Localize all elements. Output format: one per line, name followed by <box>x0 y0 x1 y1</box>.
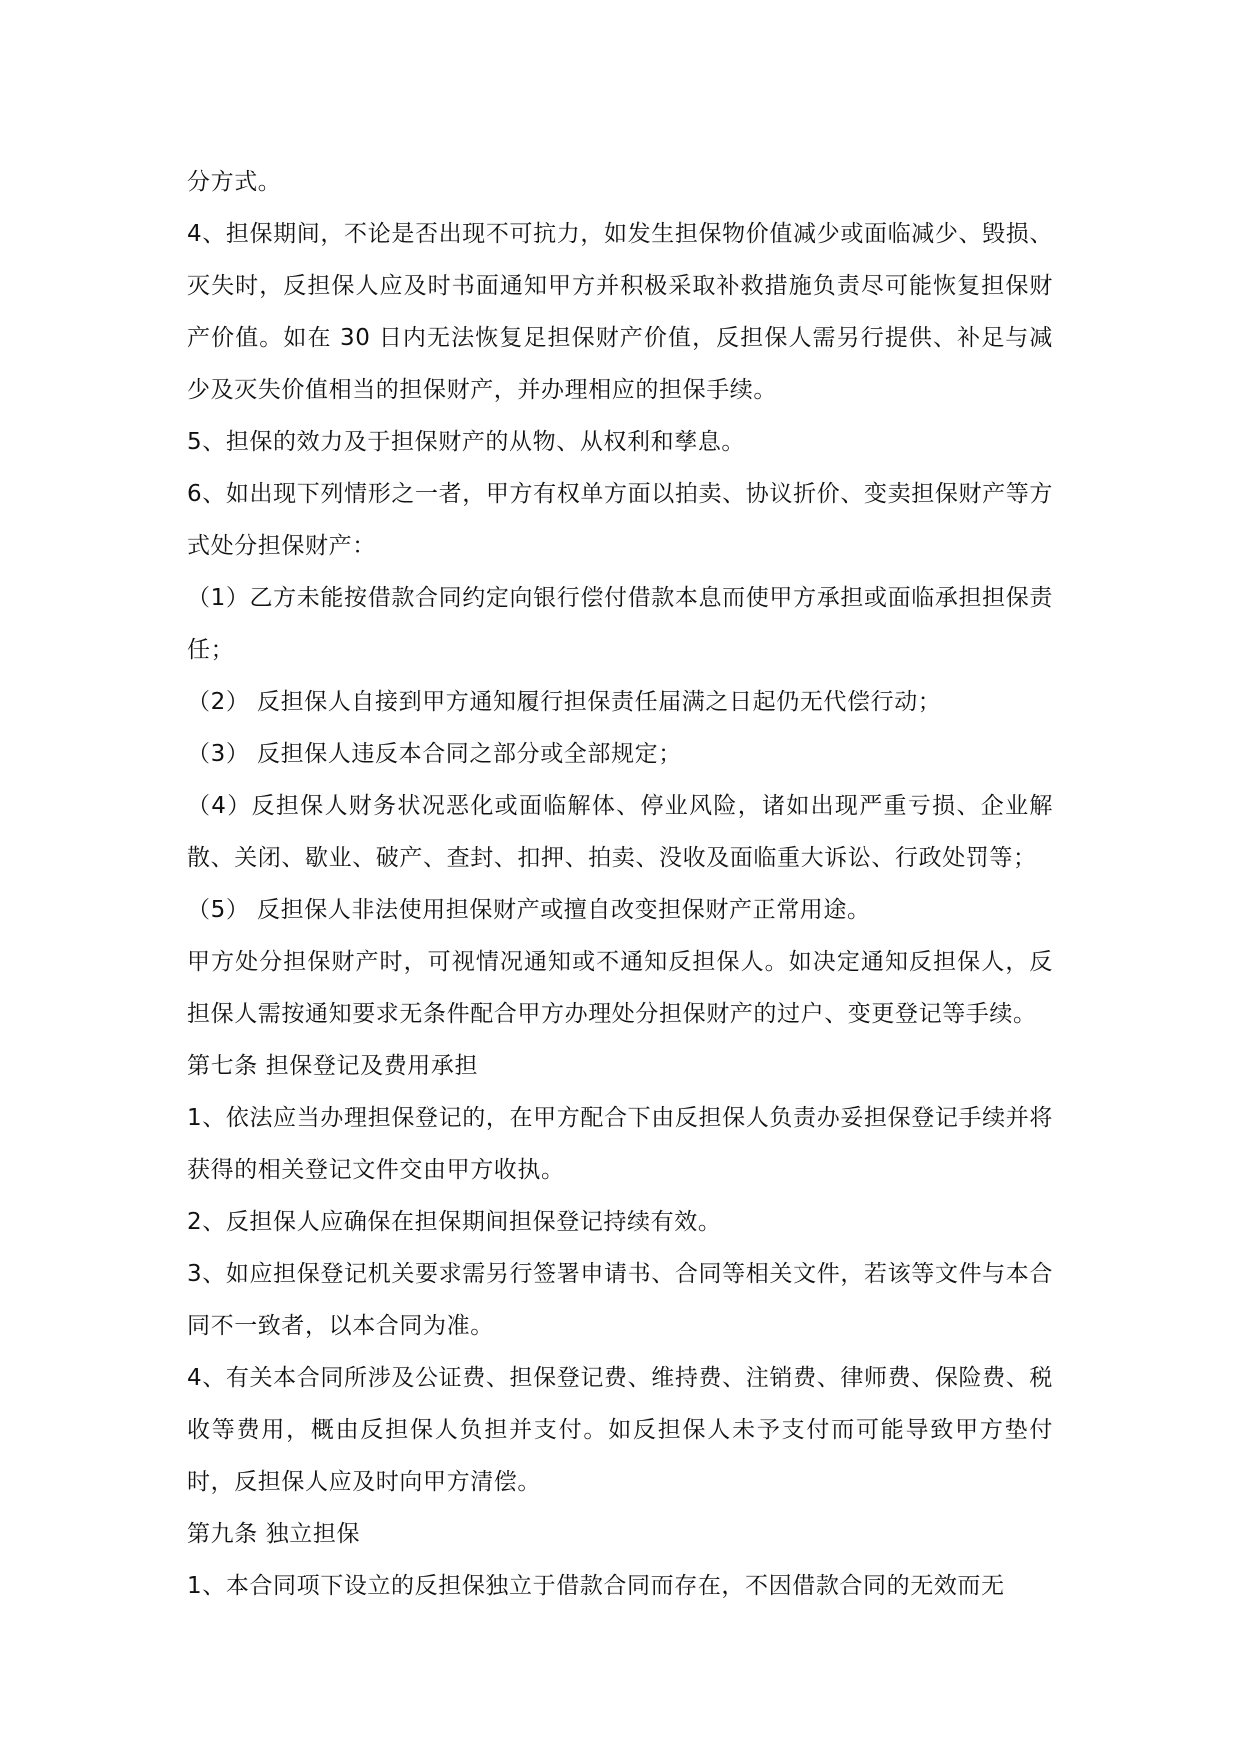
article-7-clause-1: 1、依法应当办理担保登记的，在甲方配合下由反担保人负责办妥担保登记手续并将获得的相关登记文件交由甲方收执。 <box>187 1105 1053 1183</box>
paragraph-clause-5: 5、担保的效力及于担保财产的从物、从权利和孳息。 <box>187 429 746 455</box>
article-7-clause-4: 4、有关本合同所涉及公证费、担保登记费、维持费、注销费、律师费、保险费、税收等费用，概由反担保人负担并支付。如反担保人未予支付而可能导致甲方垫付时，反担保人应及时向甲方清偿。 <box>187 1365 1053 1495</box>
list-item-number: （1） <box>187 585 250 611</box>
paragraph-continuation: 分方式。 <box>187 169 282 195</box>
list-item-number: （5） <box>187 897 250 923</box>
list-item-text: 反担保人非法使用担保财产或擅自改变担保财产正常用途。 <box>257 897 871 923</box>
paragraph-after-list: 甲方处分担保财产时，可视情况通知或不通知反担保人。如决定通知反担保人，反担保人需按通知要求无条件配合甲方办理处分担保财产的过户、变更登记等手续。 <box>187 949 1053 1027</box>
list-item-text: 反担保人自接到甲方通知履行担保责任届满之日起仍无代偿行动； <box>257 689 942 715</box>
list-item-number: （2） <box>187 689 250 715</box>
article-7-heading: 第七条 担保登记及费用承担 <box>187 1053 479 1079</box>
list-item-4 <box>187 780 1053 884</box>
list-item-text: 反担保人违反本合同之部分或全部规定； <box>257 741 682 767</box>
list-item-3 <box>187 728 1053 780</box>
list-item-1 <box>187 572 1053 676</box>
article-9-heading: 第九条 独立担保 <box>187 1521 361 1547</box>
list-item-text: 反担保人财务状况恶化或面临解体、停业风险，诸如出现严重亏损、企业解散、关闭、歇业、破产、查封、扣押、拍卖、没收及面临重大诉讼、行政处罚等； <box>187 793 1053 871</box>
paragraph-clause-4: 4、担保期间，不论是否出现不可抗力，如发生担保物价值减少或面临减少、毁损、灭失时，反担保人应及时书面通知甲方并积极采取补救措施负责尽可能恢复担保财产价值。如在 30 日内无法恢复足担保财产价值，反担保人需另行提供、补足与减少及灭失价值相当的担保财产，并办理相应的担保手续。 <box>187 221 1053 403</box>
list-item-2 <box>187 676 1053 728</box>
list-item-number: （3） <box>187 741 250 767</box>
list-item-5 <box>187 884 1053 936</box>
article-7-clause-3: 3、如应担保登记机关要求需另行签署申请书、合同等相关文件，若该等文件与本合同不一致者，以本合同为准。 <box>187 1261 1053 1339</box>
article-7-clause-2: 2、反担保人应确保在担保期间担保登记持续有效。 <box>187 1209 722 1235</box>
document-body <box>187 156 1053 1612</box>
list-item-number: （4） <box>187 793 252 819</box>
article-9-clause-1: 1、本合同项下设立的反担保独立于借款合同而存在，不因借款合同的无效而无 <box>187 1573 1005 1599</box>
paragraph-clause-6: 6、如出现下列情形之一者，甲方有权单方面以拍卖、协议折价、变卖担保财产等方式处分担保财产： <box>187 481 1053 559</box>
list-item-text: 乙方未能按借款合同约定向银行偿付借款本息而使甲方承担或面临承担担保责任； <box>187 585 1053 663</box>
